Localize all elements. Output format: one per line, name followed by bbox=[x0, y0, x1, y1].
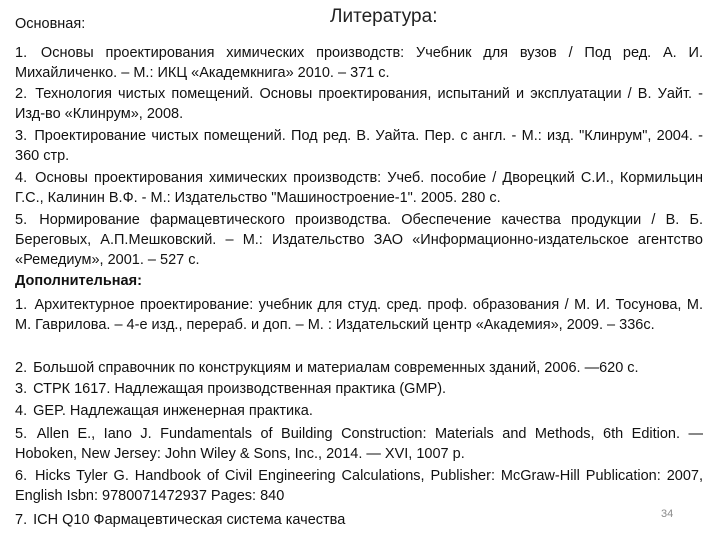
additional-item-4 bbox=[15, 401, 703, 421]
main-item-2 bbox=[15, 84, 703, 124]
additional-item-5 bbox=[15, 424, 703, 464]
page-title: Литература: bbox=[330, 6, 438, 27]
item-number: 7. bbox=[15, 512, 28, 528]
item-number: 5. bbox=[15, 426, 28, 442]
item-text: Архитектурное проектирование: учебник для студ. сред. проф. образования / М. И. Тосунова, М. М. Гаврилова. – 4-е изд., перераб. и доп. – М. : Издательский центр «Академия», 2009. – 336с. bbox=[15, 297, 703, 333]
item-text: Технология чистых помещений. Основы проектирования, испытаний и эксплуатации / В. Уайт. - Изд-во «Клинрум», 2008. bbox=[15, 86, 703, 122]
additional-item-6 bbox=[15, 466, 703, 506]
item-number: 2. bbox=[15, 86, 28, 102]
main-item-5 bbox=[15, 210, 703, 270]
item-number: 4. bbox=[15, 170, 28, 186]
page-number: 34 bbox=[661, 508, 674, 520]
item-text: GEP. Надлежащая инженерная практика. bbox=[33, 403, 313, 419]
main-item-1 bbox=[15, 43, 703, 83]
item-text: СТРК 1617. Надлежащая производственная практика (GMP). bbox=[33, 381, 447, 397]
item-number: 1. bbox=[15, 297, 28, 313]
item-text: Основы проектирования химических производств: Учеб. пособие / Дворецкий С.И., Кормильцин Г.С., Калинин В.Ф. - М.: Издательство "Машиностроение-1". 2005. 280 с. bbox=[15, 170, 703, 206]
additional-literature-heading: Дополнительная: bbox=[15, 273, 142, 289]
item-text: ICH Q10 Фармацевтическая система качества bbox=[33, 512, 346, 528]
main-item-3 bbox=[15, 126, 703, 166]
item-text: Allen E., Iano J. Fundamentals of Building Construction: Materials and Methods, 6th Edition. — Hoboken, New Jersey: John Wiley & Sons, Inc., 2014. — XVI, 1007 p. bbox=[15, 426, 703, 462]
item-text: Большой справочник по конструкциям и материалам современных зданий, 2006. —620 с. bbox=[33, 360, 639, 376]
additional-item-7 bbox=[15, 510, 635, 530]
item-number: 4. bbox=[15, 403, 28, 419]
additional-item-1 bbox=[15, 295, 703, 335]
main-literature-heading: Основная: bbox=[15, 16, 86, 32]
item-text: Проектирование чистых помещений. Под ред. В. Уайта. Пер. с англ. - М.: изд. "Клинрум", 2004. - 360 стр. bbox=[15, 128, 703, 164]
item-number: 5. bbox=[15, 212, 28, 228]
item-number: 3. bbox=[15, 381, 28, 397]
item-number: 6. bbox=[15, 468, 28, 484]
item-text: Основы проектирования химических производств: Учебник для вузов / Под ред. А. И. Михайличенко. – М.: ИКЦ «Академкнига» 2010. – 371 с. bbox=[15, 45, 703, 81]
item-number: 1. bbox=[15, 45, 28, 61]
item-number: 3. bbox=[15, 128, 28, 144]
additional-item-3 bbox=[15, 379, 703, 399]
item-text: Hicks Tyler G. Handbook of Civil Engineering Calculations, Publisher: McGraw-Hill Publication: 2007, English Isbn: 9780071472937 Pages: 840 bbox=[15, 468, 703, 504]
main-item-4 bbox=[15, 168, 703, 208]
additional-item-2 bbox=[15, 358, 703, 378]
item-number: 2. bbox=[15, 360, 28, 376]
item-text: Нормирование фармацевтического производства. Обеспечение качества продукции / В. Б. Береговых, А.П.Мешковский. – М.: Издательство ЗАО «Информационно-издательское агентство «Ремедиум», 2001. – 527 с. bbox=[15, 212, 704, 268]
